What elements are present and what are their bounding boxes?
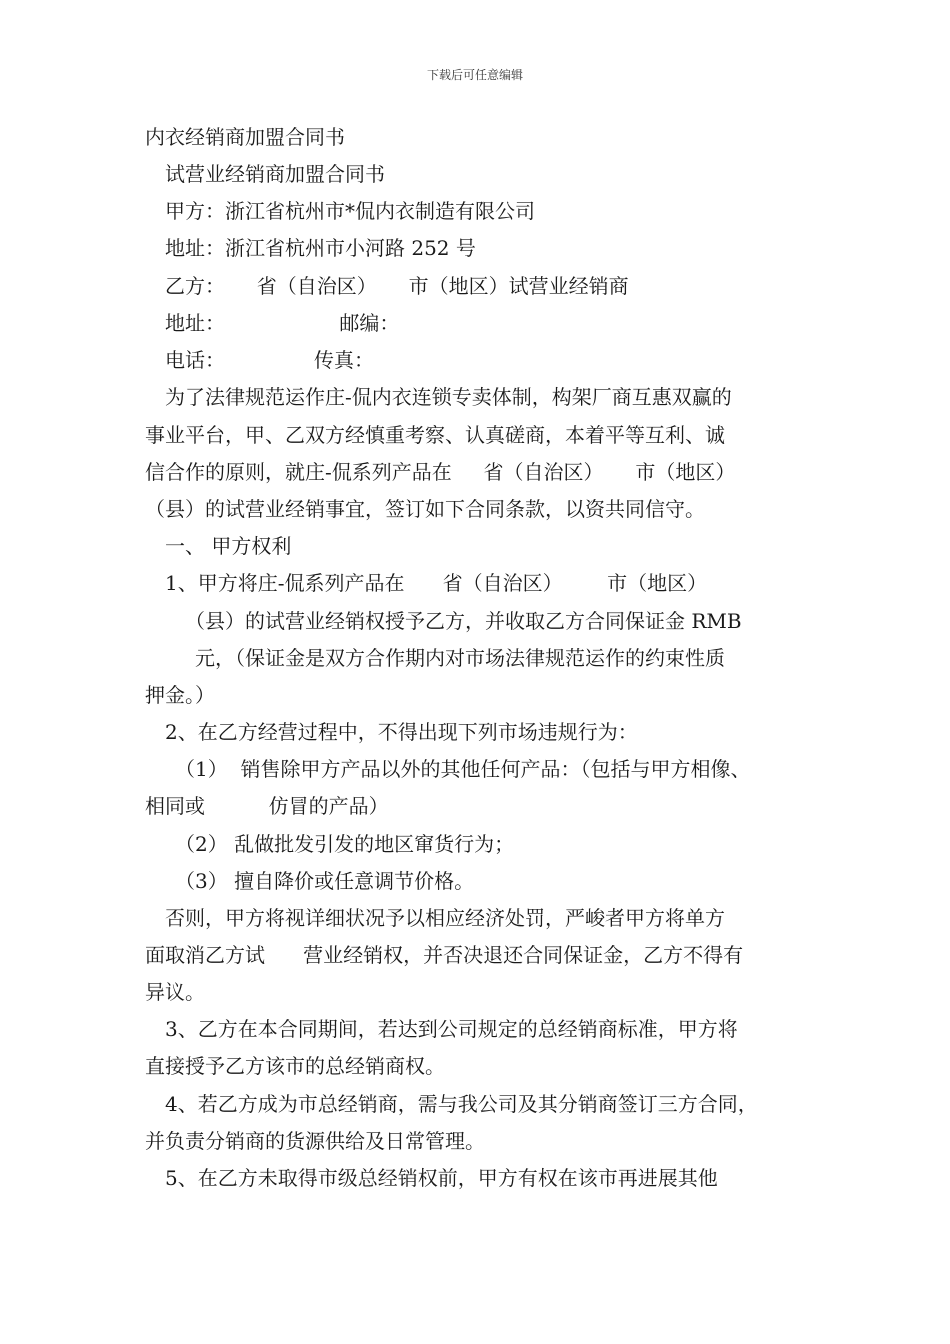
preamble-line-3: 信合作的原则，就庄-侃系列产品在 省（自治区） 市（地区） bbox=[145, 460, 736, 484]
clause-2-item-1-line-1: （1） 销售除甲方产品以外的其他任何产品：（包括与甲方相像、 bbox=[175, 757, 751, 781]
clause-1-line-4: 押金。） bbox=[145, 683, 215, 707]
clause-1-line-1: 1、甲方将庄-侃系列产品在 省（自治区） 市（地区） bbox=[165, 571, 708, 595]
penalty-line-3: 异议。 bbox=[145, 980, 205, 1004]
party-b-address-line: 地址： 邮编： bbox=[165, 311, 400, 335]
party-b-line: 乙方： 省（自治区） 市（地区）试营业经销商 bbox=[165, 274, 629, 298]
clause-2-item-1-line-2: 相同或 仿冒的产品） bbox=[145, 794, 389, 818]
penalty-line-1: 否则，甲方将视详细状况予以相应经济处罚，严峻者甲方将单方 bbox=[165, 906, 725, 930]
clause-3-line-1: 3、乙方在本合同期间，若达到公司规定的总经销商标准，甲方将 bbox=[165, 1017, 738, 1041]
preamble-line-4: （县）的试营业经销事宜，签订如下合同条款，以资共同信守。 bbox=[145, 497, 705, 521]
clause-1-line-3: 元，（保证金是双方合作期内对市场法律规范运作的约束性质 bbox=[195, 646, 725, 670]
clause-4-line-2: 并负责分销商的货源供给及日常管理。 bbox=[145, 1129, 485, 1153]
clause-1-line-2: （县）的试营业经销权授予乙方，并收取乙方合同保证金 RMB bbox=[185, 609, 742, 633]
header-note: 下载后可任意编辑 bbox=[426, 68, 523, 82]
clause-5-line-1: 5、在乙方未取得市级总经销权前，甲方有权在该市再进展其他 bbox=[165, 1166, 718, 1190]
preamble-line-1: 为了法律规范运作庄-侃内衣连锁专卖体制，构架厂商互惠双赢的 bbox=[165, 385, 732, 409]
clause-3-line-2: 直接授予乙方该市的总经销商权。 bbox=[145, 1054, 445, 1078]
party-a-address-line: 地址：浙江省杭州市小河路 252 号 bbox=[165, 236, 476, 260]
penalty-line-2: 面取消乙方试 营业经销权，并否决退还合同保证金，乙方不得有 bbox=[145, 943, 744, 967]
clause-2-item-2: （2） 乱做批发引发的地区窜货行为； bbox=[175, 832, 515, 856]
document-title: 内衣经销商加盟合同书 bbox=[145, 125, 345, 149]
preamble-line-2: 事业平台，甲、乙双方经慎重考察、认真磋商，本着平等互利、诚 bbox=[145, 423, 725, 447]
clause-2-line-1: 2、在乙方经营过程中，不得出现下列市场违规行为： bbox=[165, 720, 638, 744]
document-subtitle: 试营业经销商加盟合同书 bbox=[165, 162, 385, 186]
clause-2-item-3: （3） 擅自降价或任意调节价格。 bbox=[175, 869, 475, 893]
section-heading-party-a-rights: 一、 甲方权利 bbox=[165, 534, 292, 558]
clause-4-line-1: 4、若乙方成为市总经销商，需与我公司及其分销商签订三方合同， bbox=[165, 1092, 758, 1116]
party-b-phone-line: 电话： 传真： bbox=[165, 348, 375, 372]
party-a-line: 甲方：浙江省杭州市*侃内衣制造有限公司 bbox=[165, 199, 535, 223]
